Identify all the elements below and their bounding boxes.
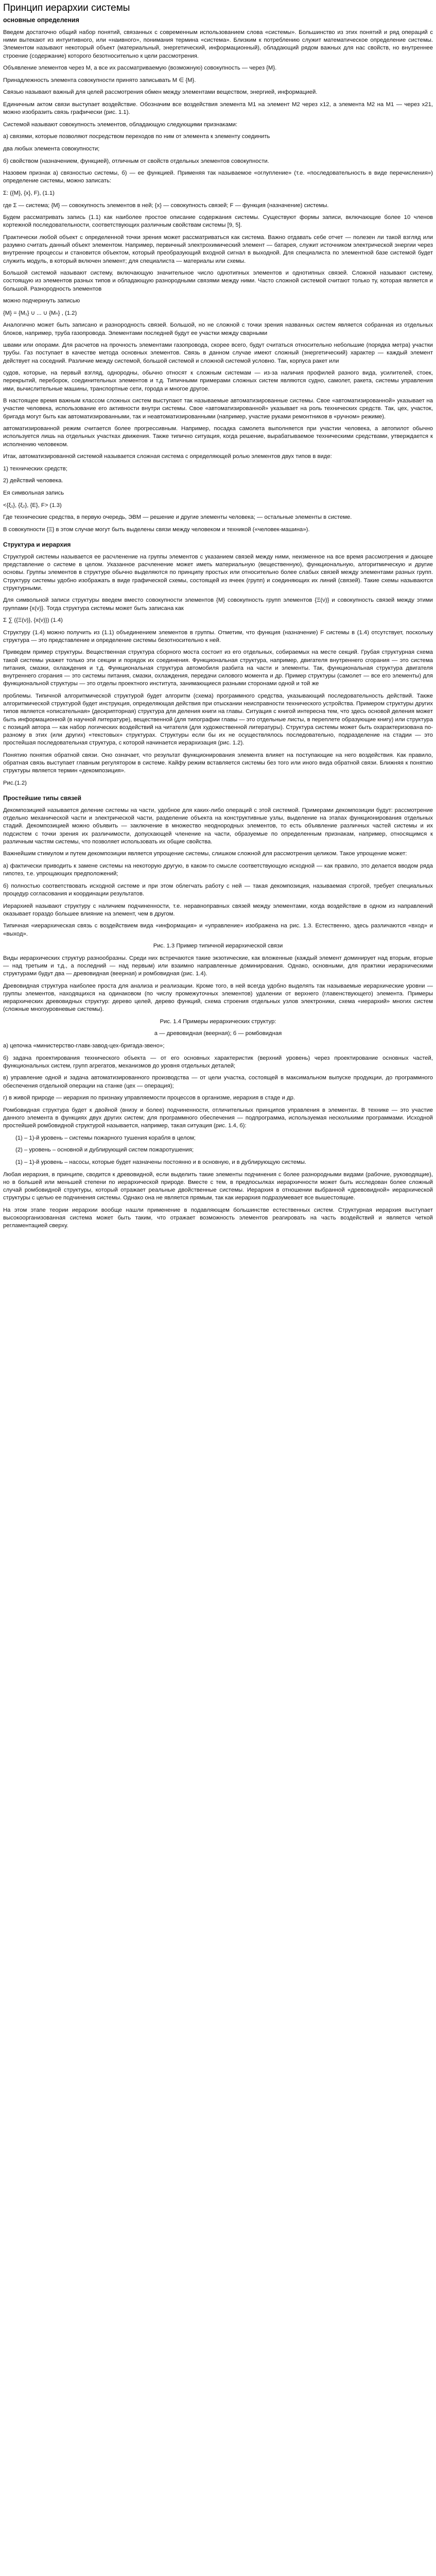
paragraph: На этом этапе теории иерархии вообще нашли применение в подавляющем большинстве естественных систем. Структурная иерархия выступает высокоорганизованная система может быть таким, что отражает возможность элементов реагировать на часть воздействий и является четкой регламентацией сверху. [3,1207,433,1229]
paragraph: Где технические средства, в первую очередь, ЭВМ — решение и другие элементы человека; — остальные элементы в системе. [3,514,352,521]
paragraph: Итак, автоматизированной системой называется сложная система с определяющей ролью элементов двух типов в виде: [3,453,332,460]
paragraph: где Σ — система; {M} — совокупность элементов в ней; {x} — совокупность связей; F — функция (назначение) системы. [3,202,329,209]
paragraph: а) фактически приводить к замене системы на некоторую другую, в каком-то смысле соответствующую исходной — как правило, это делается вводом ряда гипотез, т.е. упрощающих предположений; [3,862,433,877]
paragraph: б) свойством (назначением, функцией), отличным от свойств отдельных элементов совокупности. [3,158,269,164]
paragraph: Рис.(1.2) [3,779,27,786]
definitions-text [3,29,433,534]
paragraph: б) задача проектирования технического объекта — от его основных характеристик (верхний уровень) через проектирование основных частей, функциональных систем, групп агрегатов, механизмов до уровня отдельных деталей; [3,1055,433,1069]
paragraph: (2) – уровень – основной и дублирующий систем пожаротушения; [15,1147,194,1154]
document-page [0,0,436,1240]
paragraph: В настоящее время важным классом сложных систем выступают так называемые автоматизированные системы. Свое «автоматизированной» указывает на участие человека, использование его активности внутри системы. Свое «автоматизированной» указывает на роль технических средств. Так, цех, участок, бригада могут быть как автоматизированными, так и неавтоматизированными (например, участие руками ремонтников в «ручном» режиме). [3,398,433,420]
paragraph: (1) – 1)-й уровень – системы пожарного тушения корабля в целом; [15,1134,196,1141]
structure-text [3,553,433,787]
paragraph: можно подчеркнуть записью [3,298,80,304]
paragraph: проблемы. Типичной алгоритмической структурой будет алгоритм (схема) программного средства, указывающий последовательность действий. Также алгоритмической структурой будет инструкция, определяющая действия при отыскании неисправности технического устройства. Примером структуры других типов является «описательная» (дескрипторная) структура для деления книги на главы. Ситуация с книгой интересна тем, что здесь основой деления может быть информационной (в научной литературе), вещественной (для типографии главы — это отдельные листы, в переплете образующие книгу) или структура с позиций автора — как набор логических воздействий на читателя (для художественной литературы). Структура системы может быть охарактеризована по-разному в этих (или других) «текстовых» структурах. Структуры если бы их не осуществлялось последовательно, подразделение на стадии — это простейшая последовательная структура, с которой начинается иерархизация (рис. 1.2). [3,692,433,747]
paragraph: (1) – 1)-й уровень – насосы, которые будет назначены постоянно и в основную, и в дублирующую системы. [15,1159,307,1166]
paragraph: Виды иерархических структур разнообразны. Среди них встречаются такие экзотические, как вложенные (каждый элемент доминирует над вторым, вторые — над третьим и т.д., а последний — над первым) или взаимно направленные доминирования. Однако, основными, для практики иерархическими структурами будут два — древовидная (веерная) и ромбовидная (рис. 1.4). [3,955,433,977]
paragraph: Декомпозицией называется деление системы на части, удобное для каких-либо операций с этой системой. Примерами декомпозиции будут: рассмотрение отдельно механической части и электрической части, разделение объекта на конструктивные узлы, выделение на этапах функционирования отдельных стадий. Декомпозицией можно объявить — заключение в множество неоднородных элементов, то есть объявление различных частей системы и их подсистем с точки зрения их различимости, допускающей членение на части, образуемые по определенным признакам, например, относящимся к различным частям системы, что позволяет использовать их общие свойства. [3,807,433,845]
section-heading-link-types: Простейшие типы связей [3,794,81,802]
section-link-types [3,793,433,1230]
paragraph: Объявление элементов через M, а все их рассматриваемую (возможную) совокупность — через {M}. [3,65,277,72]
link-types-text [3,807,433,1230]
paragraph: Важнейшим стимулом и путем декомпозиции является упрощение системы, слишком сложной для рассмотрения целиком. Такое упрощение может: [3,851,407,857]
paragraph: судов, которые, на первый взгляд, однородны, обычно относят к сложным системам — из-за наличия профилей разного вида, усилителей, стоек, перекрытий, переборок, соединительных элементов и т.д. Типичными примерами сложных систем являются судно, самолет, ракета, системы управления ими, вычислительные машины, транспортные сети, города и многое другое. [3,370,433,392]
paragraph: а) связями, которые позволяют посредством переходов по ним от элемента к элементу соединить [3,133,270,140]
paragraph: Σ: ({M}, {x}, F), (1.1) [3,190,55,196]
paragraph: 2) действий человека. [3,478,63,484]
paragraph: <{ξ₁}, {ξ₂}, {E}, F> (1.3) [3,502,62,509]
paragraph: а) цепочка «министерство-главк-завод-цех-бригада-звено»; [3,1043,165,1049]
paragraph: два любых элемента совокупности; [3,145,100,152]
paragraph: Большой системой называют систему, включающую значительное число однотипных элементов и однотипных связей. Сложной называют систему, состоящую из элементов разных типов и обладающую разнородными связями между ними. Часто сложной системой считают только ту, которая является и большой. Разнородность элементов [3,270,433,292]
paragraph: Типичная «иерархическая связь с воздействием вида «информация» и «управление» изображена на рис. 1.3. Естественно, здесь различаются «вход» и «выход». [3,923,433,937]
paragraph: Ромбовидная структура будет к двойной (внизу и более) подчиненности, отличительных принципов управления в элементах. В технике — это участие данного элемента в функциях двух других систем; для программного обеспечения — подпрограмма, используемая несколькими программами. Исходной простейшей ромбовидной структурой называется, например, такая ситуация (рис. 1.4, б): [3,1107,433,1129]
section-heading-definitions: основные определения [3,16,79,24]
section-definitions [3,29,433,534]
paragraph: Практически любой объект с определенной точки зрения может рассматриваться как система. Важно отдавать себе отчет — полезен ли такой взгляд или разумно считать данный объект элементом. Например, первичный электрохимический элемент — батарея, служит источником электрической энергии через внутренние процессы и становится объектом, который преобразующий входной сигнал в выходной. Для специалиста по элементной базе системой будет служить модуль, в который включен элемент; для специалиста — материалы или схемы. [3,234,433,264]
paragraph: Для символьной записи структуры введем вместо совокупности элементов {M} совокупность групп элементов {Ξ(ν)} и совокупность связей между этими группами {x(ν)}. Тогда структура системы может быть записана как [3,597,433,612]
paragraph: в) управление одной и задача автоматизированного производства — от цели участка, состоящей в максимальном выпуске продукции, до программного обеспечения отдельной операции на станке (цех — операция); [3,1075,433,1089]
paragraph: Принадлежность элемента совокупности принято записывать M ∈ {M}. [3,77,196,83]
section-structure [3,540,433,787]
paragraph: Σ ∑ ({Ξ(ν)}, {x(ν)}) (1.4) [3,617,63,624]
paragraph: Системой называют совокупность элементов, обладающую следующими признаками: [3,121,238,128]
paragraph: Назовем признак а) связностью системы, б) — ее функцией. Применяя так называемое «оглупление» (т.е. «последовательность в виде перечисления») определение системы, можно записать: [3,170,433,184]
paragraph: Связью называют важный для целей рассмотрения обмен между элементами веществом, энергией, информацией. [3,89,318,96]
paragraph: б) полностью соответствовать исходной системе и при этом облегчать работу с ней — такая декомпозиция, называемая строгой, требует специальных процедур согласования и координации результатов. [3,883,433,897]
paragraph: Иерархией называют структуру с наличием подчиненности, т.е. неравноправных связей между элементами, когда воздействие в одном из направлений оказывает гораздо большее влияние на элемент, чем в другом. [3,903,433,917]
paragraph: Структурой системы называется ее расчленение на группы элементов с указанием связей между ними, неизменное на все время рассмотрения и дающее представление о системе в целом. Указанное расчленение может иметь материальную (вещественную), функциональную, алгоритмическую и другие основы. Группы элементов в структуре обычно выделяются по принципу простых или относительно более слабых связей между элементами разных групп. Структуру системы удобно изображать в виде графической схемы, состоящей из ячеек (групп) и соединяющих их линий (связей). Такие схемы называются структурными. [3,553,433,591]
paragraph: Рис. 1.3 Пример типичной иерархической связи [153,943,283,950]
paragraph: швами или опорами. Для расчетов на прочность элементами газопровода, скорее всего, будут считаться относительно небольшие (порядка метра) участки трубы. Газ поступает в качестве метода основных элементов. Связь в данном случае имеют сложный (энергетический) характер — каждый элемент действует на соседний. Различие между системой, большой системой и сложной системой условно. Так, корпуса ракет или [3,342,433,364]
page-title: Принцип иерархии системы [3,3,130,13]
paragraph: а — древовидная (веерная); б — ромбовидная [154,1030,282,1037]
paragraph: Введем достаточно общий набор понятий, связанных с современным использованием слова «системы». Большинство из этих понятий и ряд операций с ними вытекают из интуитивного, или «наивного», понимания термина «система». Близким к потреблению служит математическое определение системы. Элементом называют некоторый объект (материальный, энергетический, информационный), обладающий рядом важных для нас свойств, но внутреннее строение (содержание) которого безотносительно к цели рассмотрения. [3,29,433,59]
paragraph: Будем рассматривать запись (1.1) как наиболее простое описание содержания системы. Существуют формы записи, включающие более 10 членов кортежной последовательности, соответствующих различным свойствам системы [9, 5]. [3,214,433,229]
section-heading-structure: Структура и иерархия [3,540,71,548]
paragraph: г) в живой природе — иерархия по признаку управляемости процессов в организме, иерархия в стаде и др. [3,1095,295,1101]
paragraph: автоматизированной режим считается более прогрессивным. Например, посадка самолета выполняется при участии человека, а автопилот обычно используется лишь на отдельных участках движения. Также типично ситуация, когда решение, вырабатываемое техническими средствами, утверждается к исполнению человеком. [3,426,433,448]
paragraph: {M} = {M₁} ∪ ... ∪ {Mₙ} , (1.2) [3,310,77,316]
paragraph: Аналогично может быть записано и разнородность связей. Большой, но не сложной с точки зрения названных систем является собранная из отдельных блоков, например, труба газопровода. Элементами последней будут ее участки между сварными [3,322,433,336]
paragraph: Рис. 1.4 Примеры иерархических структур: [160,1018,276,1025]
paragraph: Любая иерархия, в принципе, сводится к древовидной, если выделить такие элементы подчинения с более разнородными видами (рабочие, руководящие), но в большей или меньшей степени по иерархической природе. Вместе с тем, в предпосылках иерархичности может быть исследован более сложный случай ромбовидной структуры, который отражает реальные двойственные системы. Иерархия в отношении выбранной «древовидной» иерархической структуры с целью ее подчинения системы. Однако она не является прямым, так как иерархия подразумевает все вышестоящие. [3,1171,433,1201]
paragraph: Единичным актом связи выступает воздействие. Обозначим все воздействия элемента M1 на элемент M2 через x12, а элемента M2 на M1 — через x21, можно изобразить связь графически (рис. 1.1). [3,101,433,116]
paragraph: Древовидная структура наиболее проста для анализа и реализации. Кроме того, в ней всегда удобно выделять так называемые иерархические уровни — группы элементов, находящихся на одинаковом (по числу промежуточных элементов) удалении от верхнего (главенствующего) элемента. Примеры иерархических древовидных структур: дерево целей, дерево функций, схема строения отдельных узлов электроники, схема «иерархий» многих систем (сложные многоуровневые системы). [3,982,433,1013]
paragraph: Приведем пример структуры. Вещественная структура сборного моста состоит из его отдельных, собираемых на месте секций. Грубая структурная схема такой системы укажет только эти секции и порядок их соединения. Функциональная структура, например, двигателя внутреннего сгорания — это система питания, смазки, охлаждения и т.д. Функциональная структура автомобиля разбита на части и элементы. Так, функциональная структура двигателя внутреннего сгорания — это системы питания, смазки, охлаждения, передачи силового момента и др. Пример структуры (самолет — все его элементы) для функциональной структуры — это отделы проектного института, занимающиеся разными сторонами одной и той же [3,649,433,687]
paragraph: Ея символьная запись [3,489,64,496]
paragraph: 1) технических средств; [3,465,67,472]
paragraph: В совокупности {Ξ} в этом случае могут быть выделены связи между человеком и техникой («человек-машина»). [3,526,310,533]
paragraph: Структуру (1.4) можно получить из (1.1) объединением элементов в группы. Отметим, что функция (назначение) F системы в (1.4) отсутствует, поскольку структура — это представление и определение системы безотносительно к ней. [3,629,433,643]
paragraph: Понятию понятия обратной связи. Оно означает, что результат функционирования элемента влияет на поступающие на него воздействия. Как правило, обратная связь выступает главным регулятором в системе. Кайфу режим вставляется системы без того или иного вида обратной связи. Ближняя к понятию структуры является термин «декомпозиция». [3,752,433,774]
